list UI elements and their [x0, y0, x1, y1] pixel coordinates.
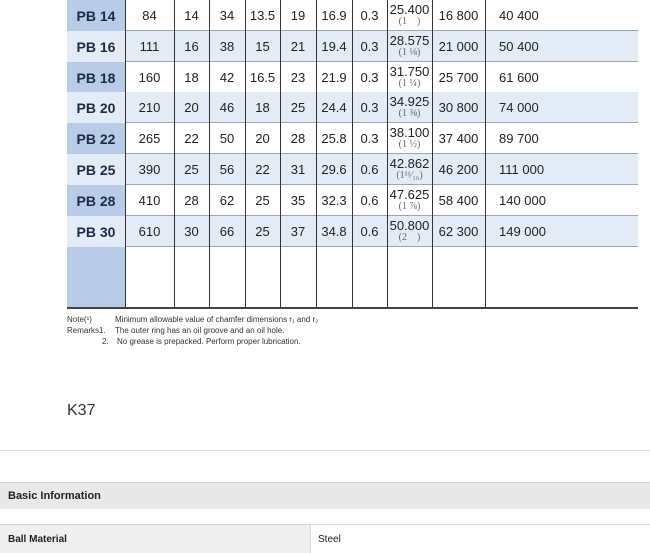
value-cell: 610 — [138, 224, 161, 239]
value-cell: 140 000 — [499, 193, 546, 208]
model-cell: PB 14 — [76, 7, 116, 24]
value-cell: 25 — [255, 193, 270, 208]
value-cell: 31 — [290, 162, 306, 177]
value-cell: 38 — [219, 39, 235, 54]
value-cell: 0.6 — [360, 193, 379, 208]
value-cell: 210 — [138, 100, 161, 115]
bore-diameter-cell — [387, 185, 432, 216]
table-bottom-rule — [67, 307, 638, 309]
bore-diameter-cell — [387, 0, 432, 31]
value-cell: 42 — [219, 70, 235, 85]
remark-2: No grease is prepacked. Perform proper lubrication. — [117, 337, 301, 346]
column-divider — [209, 0, 210, 308]
value-cell: 29.6 — [321, 162, 347, 177]
column-divider — [387, 0, 388, 308]
value-cell: 22 — [255, 162, 270, 177]
note-text: Minimum allowable value of chamfer dimensions r₁ and r₂ — [115, 315, 319, 324]
column-divider — [316, 0, 317, 308]
value-cell: 22 — [184, 131, 199, 146]
value-cell: 0.6 — [360, 224, 379, 239]
value-cell: 89 700 — [499, 131, 539, 146]
bore-mm: 31.750 — [389, 63, 430, 79]
spec-value: Steel — [310, 525, 650, 553]
bore-diameter-cell — [387, 31, 432, 62]
value-cell: 0.3 — [360, 8, 379, 23]
value-cell: 23 — [290, 70, 306, 85]
value-cell: 46 200 — [438, 162, 479, 177]
value-cell: 0.3 — [360, 131, 379, 146]
value-cell: 34.8 — [321, 224, 347, 239]
value-cell: 25 — [290, 100, 306, 115]
value-cell: 50 400 — [499, 39, 539, 54]
value-cell: 61 600 — [499, 70, 539, 85]
value-cell: 390 — [138, 162, 161, 177]
bore-mm: 28.575 — [389, 32, 430, 48]
value-cell: 16.5 — [249, 70, 276, 85]
remark-1: The outer ring has an oil groove and an oil hole. — [115, 326, 285, 335]
value-cell: 19 — [290, 8, 306, 23]
model-cell: PB 16 — [76, 38, 116, 55]
value-cell: 40 400 — [499, 8, 539, 23]
value-cell: 16 800 — [438, 8, 479, 23]
bore-diameter-cell — [387, 62, 432, 93]
value-cell: 35 — [290, 193, 306, 208]
value-cell: 18 — [255, 100, 270, 115]
value-cell: 16 — [184, 39, 199, 54]
value-cell: 0.6 — [360, 162, 379, 177]
model-cell: PB 28 — [76, 192, 116, 209]
bore-diameter-cell — [387, 123, 432, 154]
value-cell: 15 — [255, 39, 270, 54]
value-cell: 25.8 — [321, 131, 347, 146]
column-divider — [432, 0, 433, 308]
value-cell: 30 — [184, 224, 199, 239]
bore-inch: (1 ¼) — [398, 77, 421, 89]
value-cell: 19.4 — [321, 39, 347, 54]
value-cell: 74 000 — [499, 100, 539, 115]
column-divider — [125, 0, 126, 308]
value-cell: 84 — [142, 8, 157, 23]
value-cell: 160 — [138, 70, 161, 85]
bore-inch: (1 ⅜) — [398, 107, 421, 119]
column-divider — [352, 0, 353, 308]
bore-mm: 50.800 — [389, 217, 430, 233]
bore-diameter-cell — [387, 154, 432, 185]
value-cell: 0.3 — [360, 100, 379, 115]
spec-row-ball-material — [0, 524, 650, 553]
bore-mm: 47.625 — [389, 186, 430, 202]
value-cell: 265 — [138, 131, 161, 146]
basic-information-header — [0, 482, 650, 509]
value-cell: 50 — [219, 131, 235, 146]
table-notes — [67, 314, 318, 347]
model-cell: PB 25 — [76, 161, 116, 178]
value-cell: 28 — [184, 193, 199, 208]
bore-mm: 34.925 — [389, 93, 430, 109]
value-cell: 56 — [219, 162, 235, 177]
value-cell: 111 — [139, 39, 160, 54]
section-divider — [0, 450, 650, 451]
model-cell: PB 30 — [76, 223, 116, 240]
value-cell: 46 — [219, 100, 235, 115]
value-cell: 37 400 — [438, 131, 479, 146]
value-cell: 20 — [184, 100, 199, 115]
bore-diameter-cell — [387, 92, 432, 123]
model-cell: PB 20 — [76, 99, 116, 116]
value-cell: 21 — [290, 39, 306, 54]
bore-diameter-cell — [387, 216, 432, 247]
page-code: K37 — [67, 402, 96, 419]
bore-inch: (1 ) — [398, 15, 421, 27]
column-divider — [485, 0, 486, 308]
value-cell: 111 000 — [499, 162, 545, 177]
remark-2-key: 2. — [102, 337, 109, 346]
bore-inch: (1 ½) — [398, 138, 421, 150]
value-cell: 32.3 — [321, 193, 347, 208]
value-cell: 16.9 — [321, 8, 347, 23]
value-cell: 25 — [255, 224, 270, 239]
value-cell: 21.9 — [321, 70, 347, 85]
note-key: Note(¹) — [67, 315, 92, 324]
value-cell: 62 — [219, 193, 235, 208]
value-cell: 20 — [255, 131, 270, 146]
bore-inch: (1 ⅞) — [398, 200, 421, 212]
value-cell: 66 — [219, 224, 235, 239]
value-cell: 21 000 — [438, 39, 479, 54]
value-cell: 37 — [290, 224, 306, 239]
bore-mm: 38.100 — [389, 124, 430, 140]
bore-inch: (1 ⅛) — [398, 46, 421, 58]
value-cell: 149 000 — [499, 224, 546, 239]
value-cell: 13.5 — [249, 8, 276, 23]
model-cell: PB 18 — [76, 69, 116, 86]
value-cell: 58 400 — [438, 193, 479, 208]
remarks-key: Remarks1. — [67, 326, 106, 335]
value-cell: 0.3 — [360, 39, 379, 54]
column-divider — [174, 0, 175, 308]
value-cell: 25 700 — [438, 70, 479, 85]
value-cell: 14 — [184, 8, 199, 23]
basic-information-title: Basic Information — [8, 490, 101, 502]
bearing-spec-table — [67, 0, 638, 309]
value-cell: 410 — [138, 193, 161, 208]
value-cell: 25 — [184, 162, 199, 177]
value-cell: 34 — [219, 8, 235, 23]
bore-mm: 25.400 — [389, 1, 430, 17]
model-cell: PB 22 — [76, 130, 116, 147]
row-divider — [125, 246, 638, 247]
value-cell: 30 800 — [438, 100, 479, 115]
spec-label: Ball Material — [0, 525, 310, 553]
value-cell: 18 — [184, 70, 199, 85]
bore-inch: (2 ) — [398, 231, 421, 243]
value-cell: 24.4 — [321, 100, 347, 115]
bore-inch: (1¹¹⁄₁₆) — [396, 169, 423, 181]
column-divider — [280, 0, 281, 308]
value-cell: 62 300 — [438, 224, 479, 239]
value-cell: 28 — [290, 131, 306, 146]
value-cell: 0.3 — [360, 70, 379, 85]
bore-mm: 42.862 — [389, 155, 430, 171]
column-divider — [245, 0, 246, 308]
